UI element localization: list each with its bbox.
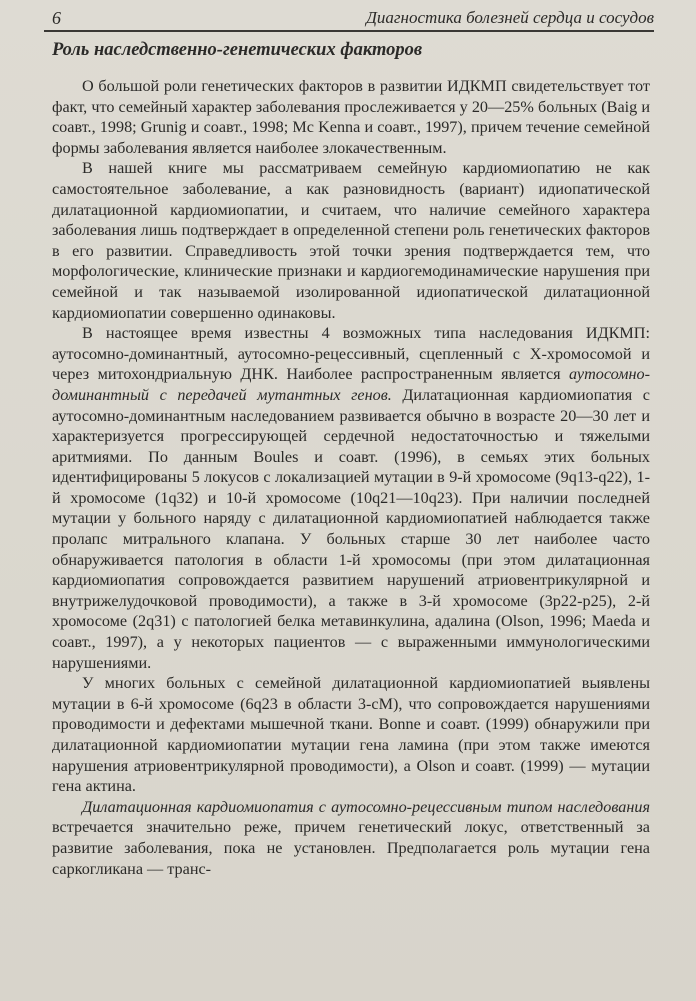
paragraph-2: В нашей книге мы рассматриваем семейную кардиомиопатию не как самостоятельное заболевание, а как разновидность (вариант) идиопатической дилатационной кардиомиопатии, и считаем, что наличие семейного характера заболевания лишь подтверждает в определенной степени роль генетических факторов в его развитии. Справедливость этой точки зрения подтверждается тем, что морфологические, клинические признаки и кардиогемодинамические нарушения при семейной и так называемой изолированной идиопатической дилатационной кардиомиопатии совершенно одинаковы. [52,159,650,322]
header-rule [44,30,654,32]
paragraph-3-text-b: Дилатационная кардиомиопатия с аутосомно-доминантным наследованием развивается обычно в возрасте 20—30 лет и характеризуется прогрессирующей сердечной недостаточностью и тяжелыми аритмиями. По данным Boules и соавт. (1996), в семьях этих больных идентифицированы 5 локусов с локализацией мутации в 9-й хромосоме (9q13-q22), 1-й хромосоме (1q32) и 10-й хромосоме (10q21—10q23). При наличии последней мутации у больного наряду с дилатационной кардиомиопатией наблюдается также пролапс митрального клапана. У больных старше 30 лет наиболее часто обнаруживается патология в области 1-й хромосомы (при этом дилатационная кардиомиопатия сопровождается развитием нарушений атриовентрикулярной и внутрижелудочковой проводимости), а также в 3-й хромосоме (3р22-р25), 2-й хромосоме (2q31) с патологией белка метавинкулина, адалина (Olson, 1996; Maeda и соавт., 1997), а у некоторых пациентов — с выраженными иммунологическими нарушениями. [52,385,650,672]
paragraph-5-text: встречается значительно реже, причем генетический локус, ответственный за развитие заболевания, пока не установлен. Предполагается роль мутации гена саркогликана — транс- [52,818,650,878]
paragraph-4: У многих больных с семейной дилатационной кардиомиопатией выявлены мутации в 6-й хромосоме (6q23 в области 3-сМ), что сопровождается нарушениями проводимости и дефектами мышечной ткани. Bonne и соавт. (1999) обнаружили при дилатационной кардиомиопатии мутации гена ламина (при этом также имеются нарушения атриовентрикулярной проводимости), а Olson и соавт. (1999) — мутации гена актина. [52,674,650,796]
paragraph-3-emphasis: аутосомно-доминантный с передачей мутантных генов. [52,365,650,404]
body-text [52,76,650,879]
paragraph-3 [52,323,650,673]
paragraph-3-text-a: В настоящее время известны 4 возможных типа наследования ИДКМП: аутосомно-доминантный, аутосомно-рецессивный, сцепленный с Х-хромосомой и через митохондриальную ДНК. Наиболее распространенным является [52,324,650,384]
paragraph-5 [52,797,650,879]
paragraph-5-emphasis: Дилатационная кардиомиопатия с аутосомно-рецессивным типом наследования [82,797,650,816]
page-header [44,8,654,30]
section-title: Роль наследственно-генетических факторов [52,40,423,60]
running-head: Диагностика болезней сердца и сосудов [366,8,654,27]
paragraph-1: О большой роли генетических факторов в развитии ИДКМП свидетельствует тот факт, что семейный характер заболевания прослеживается у 20—25% больных (Baig и соавт., 1998; Grunig и соавт., 1998; Mc Kenna и соавт., 1997), причем течение семейной формы заболевания является наиболее злокачественным. [52,77,650,157]
page-number: 6 [52,8,61,28]
